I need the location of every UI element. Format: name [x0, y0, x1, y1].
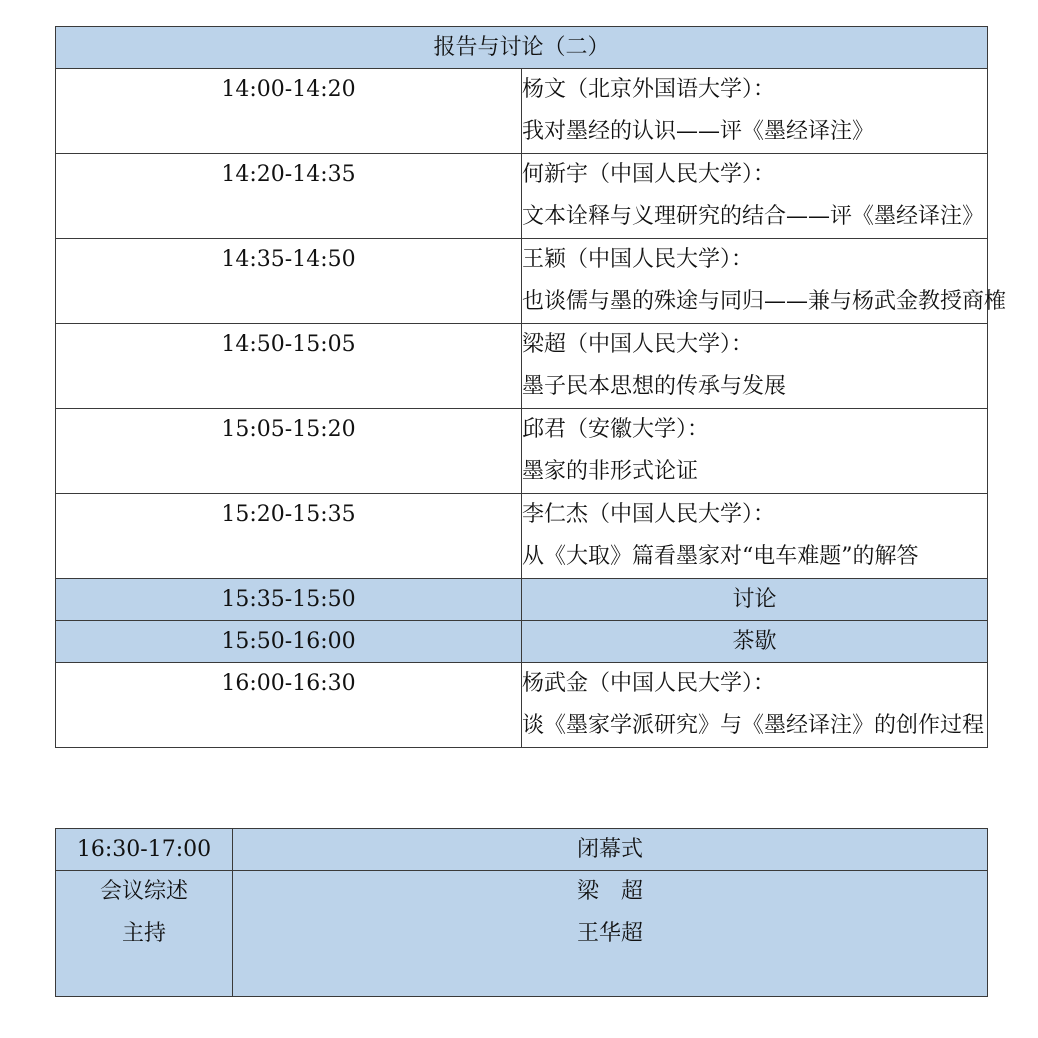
table-row	[56, 154, 988, 239]
talk-cell	[522, 69, 988, 154]
talk-cell	[522, 239, 1007, 324]
break-row-tea	[56, 621, 988, 663]
role-summary: 会议综述	[99, 879, 188, 904]
talk-title: 从《大取》篇看墨家对“电车难题”的解答	[522, 544, 919, 569]
talk-title: 墨子民本思想的传承与发展	[522, 374, 787, 399]
table-row	[56, 409, 988, 494]
time-cell: 14:00-14:20	[56, 69, 522, 154]
speaker: 邱君（安徽大学）：	[522, 417, 710, 442]
talk-title: 我对墨经的认识——评《墨经译注》	[522, 119, 875, 144]
closing-roles-row	[56, 871, 988, 997]
time-cell: 15:05-15:20	[56, 409, 522, 494]
table-row	[56, 69, 988, 154]
talk-title: 墨家的非形式论证	[522, 459, 699, 484]
table-row	[56, 663, 988, 748]
person-summary: 梁 超	[576, 879, 643, 904]
closing-label: 闭幕式	[233, 829, 988, 871]
time-cell: 14:20-14:35	[56, 154, 522, 239]
break-row-discussion	[56, 579, 988, 621]
people-cell	[233, 871, 988, 997]
speaker: 杨武金（中国人民大学）：	[522, 671, 776, 696]
time-cell: 14:50-15:05	[56, 324, 522, 409]
table-row	[56, 324, 988, 409]
person-host: 王华超	[576, 921, 643, 946]
time-cell: 14:35-14:50	[56, 239, 522, 324]
break-label: 讨论	[522, 579, 988, 621]
talk-cell	[522, 663, 988, 748]
talk-cell	[522, 324, 988, 409]
time-cell: 15:20-15:35	[56, 494, 522, 579]
talk-cell	[522, 494, 988, 579]
speaker: 李仁杰（中国人民大学）：	[522, 502, 776, 527]
session-header-row	[56, 27, 988, 69]
speaker: 王颖（中国人民大学）：	[522, 247, 754, 272]
time-cell: 15:50-16:00	[56, 621, 522, 663]
time-cell: 16:00-16:30	[56, 663, 522, 748]
talk-cell	[522, 154, 988, 239]
break-label: 茶歇	[522, 621, 988, 663]
talk-title: 也谈儒与墨的殊途与同归——兼与杨武金教授商榷	[522, 289, 1007, 314]
table-row	[56, 494, 988, 579]
talk-cell	[522, 409, 988, 494]
talk-title: 谈《墨家学派研究》与《墨经译注》的创作过程	[522, 713, 985, 738]
roles-cell	[56, 871, 233, 997]
speaker: 杨文（北京外国语大学）：	[522, 77, 776, 102]
time-cell: 16:30-17:00	[56, 829, 233, 871]
session-title: 报告与讨论（二）	[56, 27, 988, 69]
time-cell: 15:35-15:50	[56, 579, 522, 621]
closing-table	[55, 828, 988, 997]
schedule-table	[55, 26, 1007, 748]
speaker: 梁超（中国人民大学）：	[522, 332, 754, 357]
talk-title: 文本诠释与义理研究的结合——评《墨经译注》	[522, 204, 985, 229]
closing-ceremony-row	[56, 829, 988, 871]
table-row	[56, 239, 988, 324]
speaker: 何新宇（中国人民大学）：	[522, 162, 776, 187]
role-host: 主持	[121, 921, 166, 946]
